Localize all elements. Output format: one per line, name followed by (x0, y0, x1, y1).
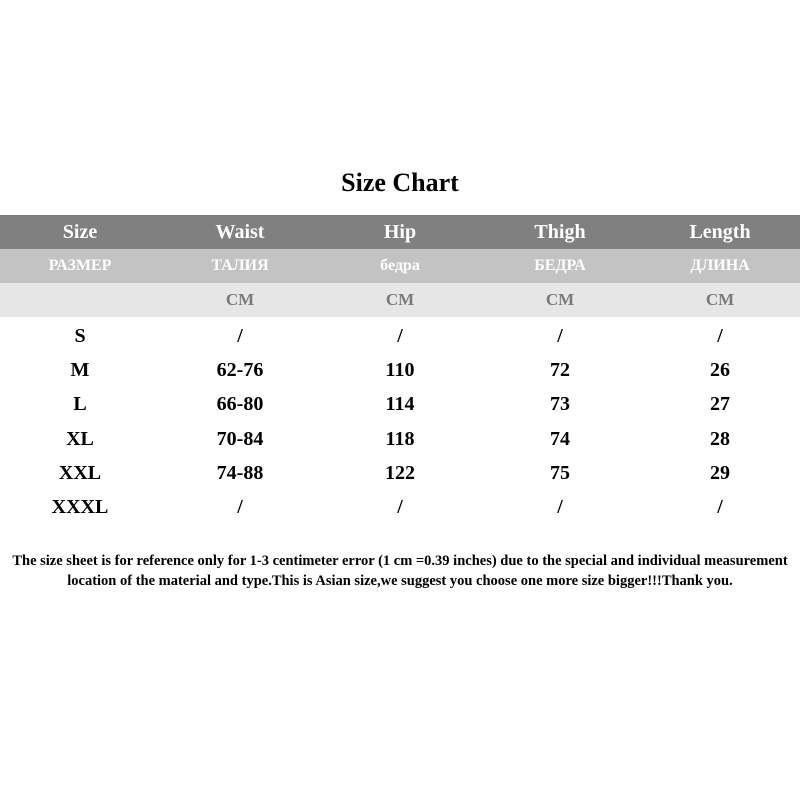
table-row (0, 456, 800, 490)
thigh-cell: / (557, 325, 563, 347)
header-length-ru: ДЛИНА (690, 257, 750, 274)
length-cell: 27 (710, 393, 730, 416)
thigh-cell: / (557, 495, 563, 518)
waist-cell: / (237, 325, 243, 347)
length-cell: / (717, 495, 723, 518)
header-row-russian (0, 249, 800, 283)
waist-cell: 66-80 (216, 393, 264, 416)
header-row-units (0, 283, 800, 317)
unit-hip: CM (385, 290, 415, 309)
table-row (0, 319, 800, 353)
unit-length: CM (705, 290, 735, 309)
length-cell: 26 (710, 359, 730, 382)
hip-cell: / (397, 495, 403, 518)
waist-cell: / (237, 495, 243, 518)
header-row-english (0, 215, 800, 249)
table-row (0, 353, 800, 387)
header-size-ru: РАЗМЕР (48, 257, 112, 274)
header-length: Length (689, 221, 751, 243)
unit-size (0, 283, 160, 317)
header-thigh-ru: БЕДРА (534, 257, 586, 274)
header-waist-ru: ТАЛИЯ (211, 257, 269, 274)
thigh-cell: 75 (550, 461, 570, 484)
waist-cell: 74-88 (216, 461, 264, 484)
header-size: Size (62, 221, 98, 243)
size-cell: M (70, 359, 90, 382)
waist-cell: 70-84 (216, 427, 264, 450)
header-waist: Waist (215, 221, 265, 243)
waist-cell: 62-76 (216, 359, 264, 382)
size-cell: S (74, 325, 86, 347)
hip-cell: 118 (385, 427, 415, 450)
table-row (0, 422, 800, 456)
table-row (0, 387, 800, 421)
unit-waist: CM (225, 290, 255, 309)
thigh-cell: 73 (550, 393, 570, 416)
size-cell: XXL (58, 461, 102, 484)
table-row (0, 490, 800, 524)
thigh-cell: 72 (550, 359, 570, 382)
hip-cell: 110 (385, 359, 415, 382)
page-title: Size Chart (341, 168, 459, 197)
hip-cell: 122 (385, 461, 415, 484)
length-cell: 28 (710, 427, 730, 450)
unit-thigh: CM (545, 290, 575, 309)
size-disclaimer-note: The size sheet is for reference only for 1-3 centimeter error (1 cm =0.39 inches) due to the special and individual measurement location of the material and type.This is Asian size,we suggest you choose one more size bigger!!!Thank you. (12, 553, 788, 589)
length-cell: / (717, 325, 723, 347)
hip-cell: 114 (385, 393, 415, 416)
size-table-body (0, 319, 800, 524)
size-cell: L (73, 393, 87, 416)
header-hip-ru: бедра (380, 257, 420, 274)
size-cell: XL (66, 427, 94, 450)
hip-cell: / (397, 325, 403, 347)
size-cell: XXXL (51, 495, 109, 518)
length-cell: 29 (710, 461, 730, 484)
header-thigh: Thigh (534, 221, 586, 243)
header-hip: Hip (383, 221, 417, 243)
thigh-cell: 74 (550, 427, 570, 450)
